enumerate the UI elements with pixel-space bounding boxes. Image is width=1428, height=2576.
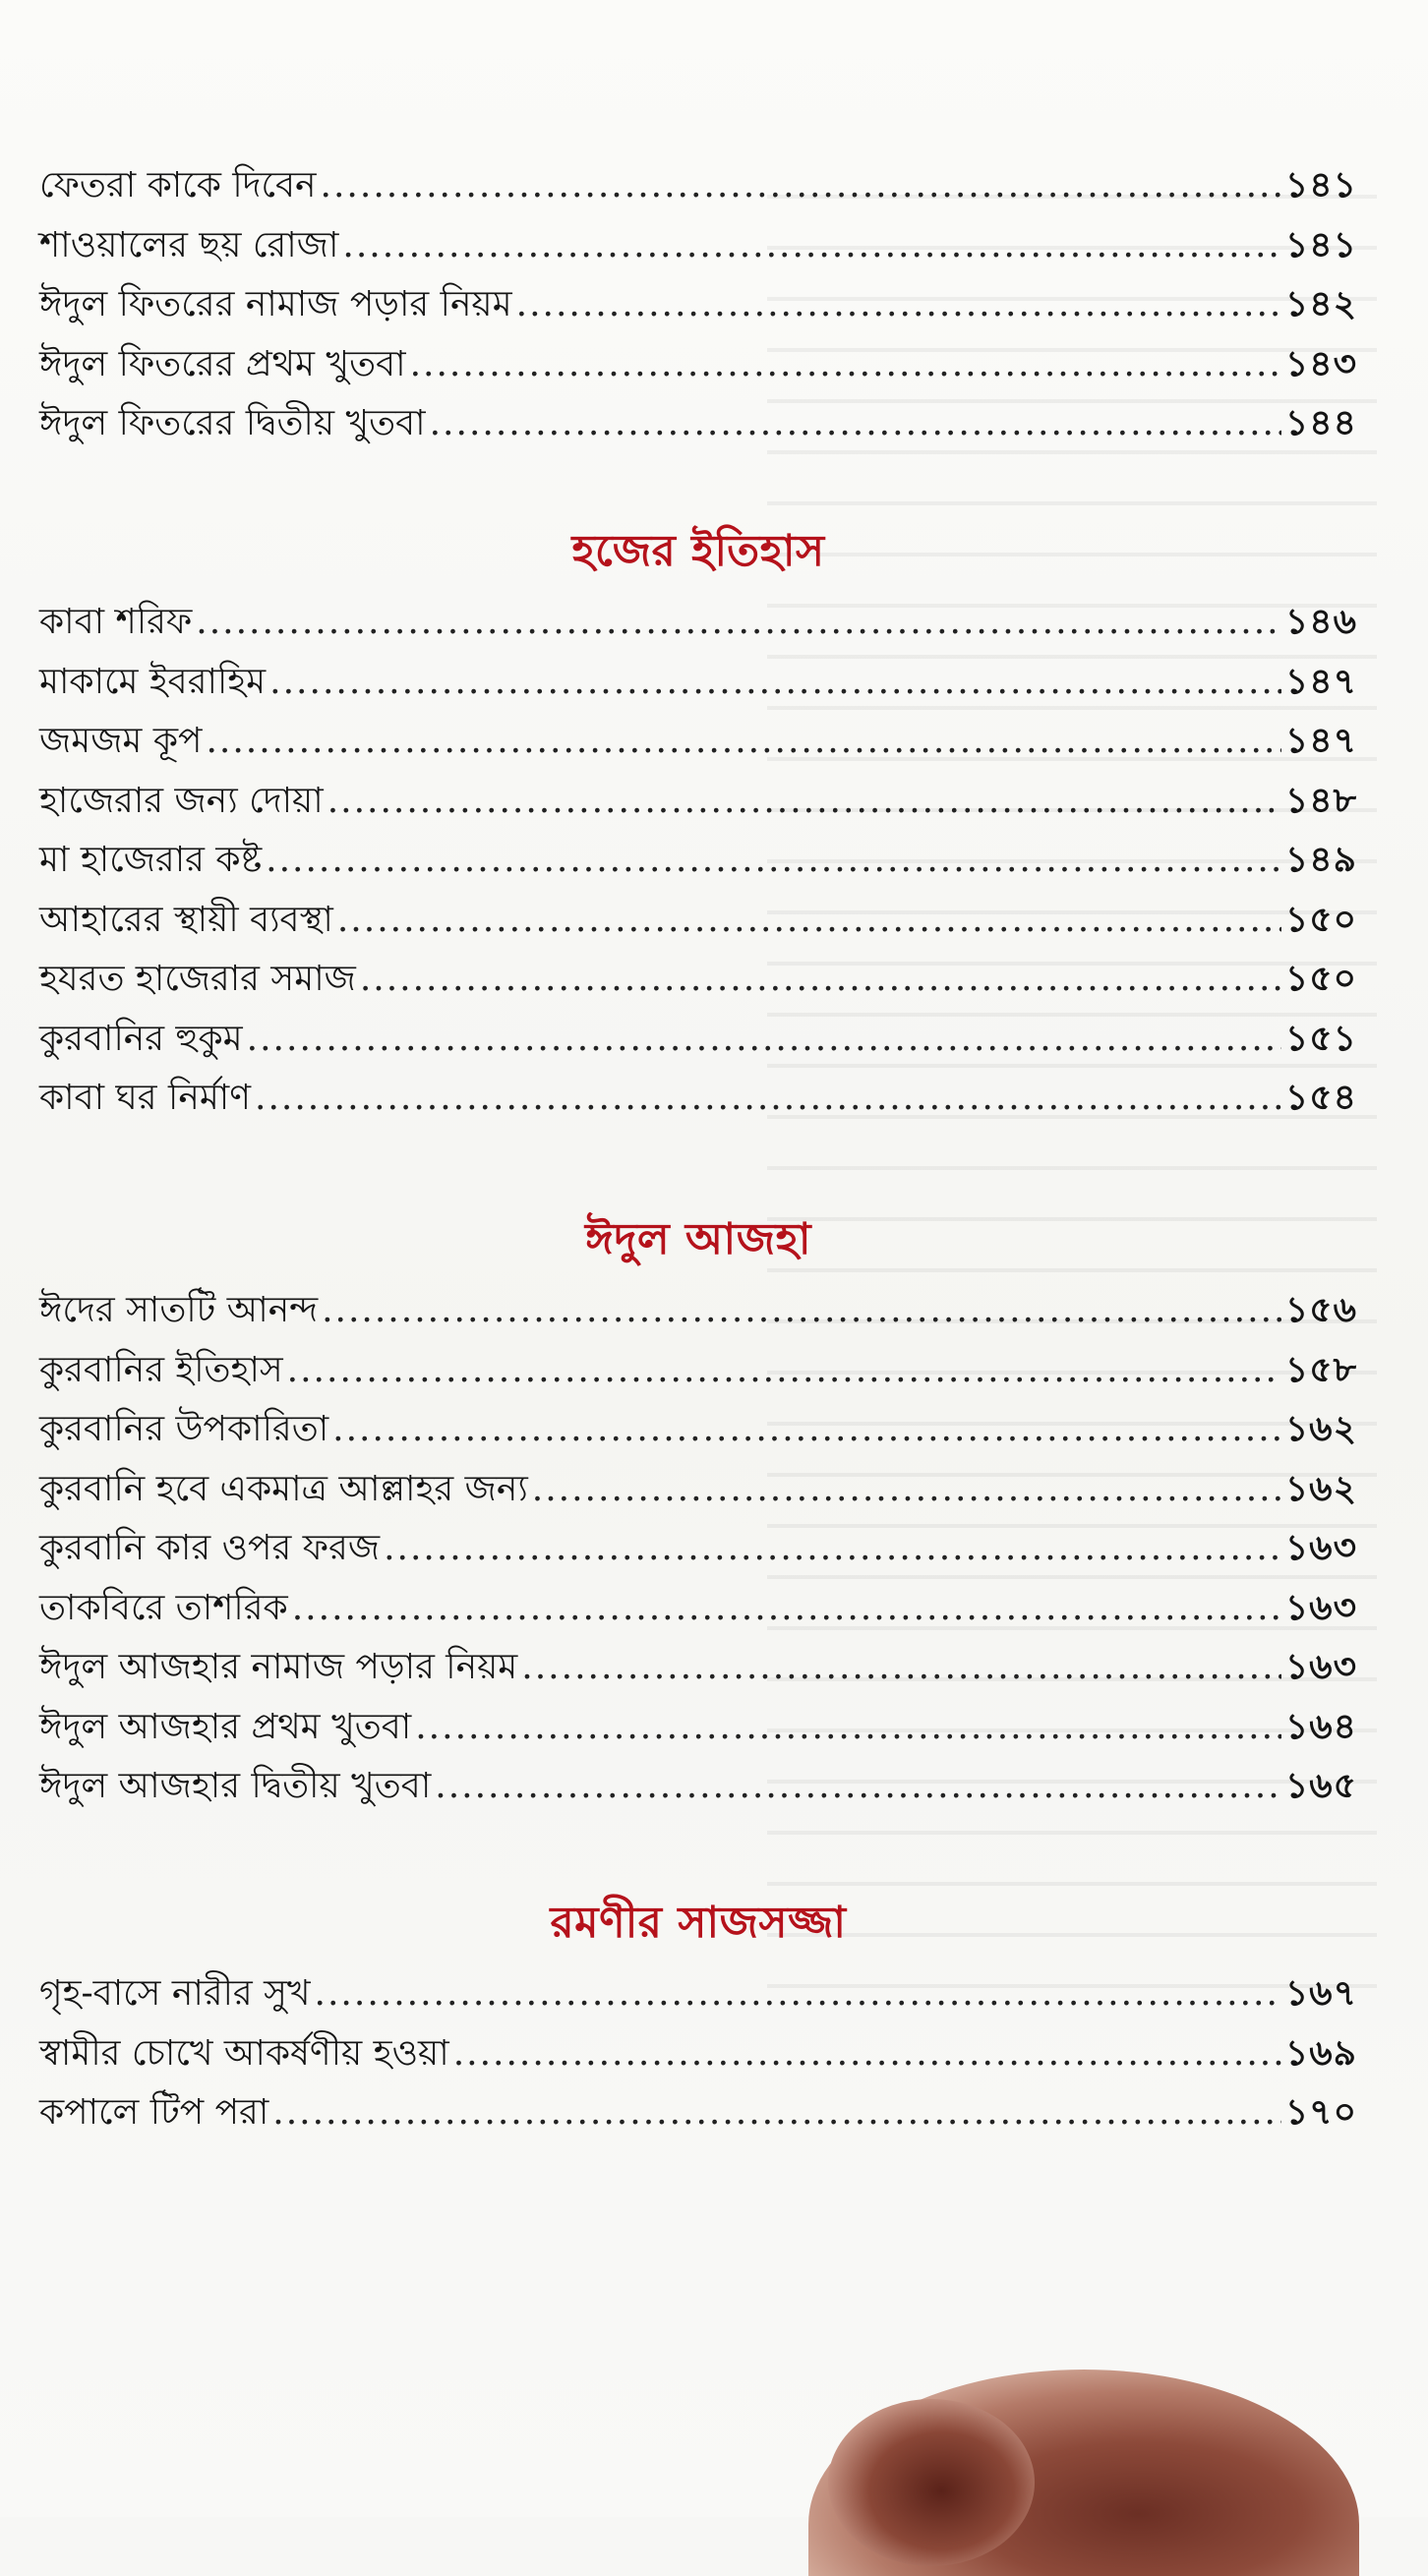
toc-entry bbox=[39, 1518, 1357, 1578]
toc-entry-page: ১৪৮ bbox=[1284, 779, 1357, 821]
toc-entry-page: ১৬৫ bbox=[1284, 1765, 1357, 1806]
section-heading: ঈদুল আজহা bbox=[584, 1214, 811, 1264]
dot-leader bbox=[342, 216, 1281, 275]
toc-entry bbox=[39, 890, 1357, 950]
toc-entry bbox=[39, 1637, 1357, 1697]
toc-entry-title: ঈদুল ফিতরের প্রথম খুতবা bbox=[39, 343, 406, 384]
toc-list bbox=[39, 155, 1357, 453]
toc-entry bbox=[39, 711, 1357, 771]
toc-entry-title: কুরবানির ইতিহাস bbox=[39, 1349, 283, 1390]
toc-entry-page: ১৭০ bbox=[1284, 2091, 1357, 2133]
dot-leader bbox=[410, 335, 1281, 394]
toc-list bbox=[39, 592, 1357, 1128]
toc-entry bbox=[39, 1459, 1357, 1519]
toc-entry-title: জমজম কূপ bbox=[39, 721, 203, 761]
toc-entry-title: কুরবানির হুকুম bbox=[39, 1018, 243, 1059]
toc-entry bbox=[39, 592, 1357, 652]
toc-entry bbox=[39, 215, 1357, 275]
toc-section-eid-ul-fitr-continued bbox=[39, 155, 1357, 453]
toc-entry-title: ঈদুল আজহার দ্বিতীয় খুতবা bbox=[39, 1766, 432, 1806]
toc-entry-title: কুরবানি কার ওপর ফরজ bbox=[39, 1528, 381, 1568]
toc-entry bbox=[39, 1399, 1357, 1459]
toc-entry-page: ১৪২ bbox=[1284, 283, 1357, 324]
dot-leader bbox=[255, 1069, 1281, 1128]
toc-entry-page: ১৪৭ bbox=[1284, 660, 1357, 702]
toc-entry bbox=[39, 2023, 1357, 2083]
toc-entry-title: কাবা ঘর নির্মাণ bbox=[39, 1078, 252, 1118]
toc-entry-page: ১৪৪ bbox=[1284, 402, 1357, 443]
toc-entry-title: শাওয়ালের ছয় রোজা bbox=[39, 224, 339, 265]
dot-leader bbox=[322, 1281, 1281, 1340]
toc-entry-title: ঈদুল আজহার নামাজ পড়ার নিয়ম bbox=[39, 1647, 518, 1687]
toc-entry bbox=[39, 949, 1357, 1009]
dot-leader bbox=[430, 394, 1281, 453]
toc-entry bbox=[39, 274, 1357, 334]
toc-entry-page: ১৬৩ bbox=[1284, 1527, 1357, 1568]
toc-entry-title: ফেতরা কাকে দিবেন bbox=[39, 165, 317, 205]
toc-entry bbox=[39, 1756, 1357, 1816]
toc-entry-title: ঈদের সাতটি আনন্দ bbox=[39, 1290, 319, 1330]
dot-leader bbox=[384, 1519, 1281, 1578]
toc-entry-title: স্বামীর চোখে আকর্ষণীয় হওয়া bbox=[39, 2032, 449, 2074]
dot-leader bbox=[206, 712, 1280, 771]
toc-entry-title: কুরবানির উপকারিতা bbox=[39, 1409, 329, 1449]
toc-entry-title: তাকবিরে তাশরিক bbox=[39, 1587, 288, 1628]
holding-thumb bbox=[808, 2370, 1359, 2576]
dot-leader bbox=[196, 593, 1281, 652]
toc-entry bbox=[39, 771, 1357, 831]
toc-entry-page: ১৬২ bbox=[1284, 1467, 1357, 1509]
dot-leader bbox=[247, 1010, 1281, 1069]
toc-entry-title: হাজেরার জন্য দোয়া bbox=[39, 780, 324, 821]
toc-entry-title: হযরত হাজেরার সমাজ bbox=[39, 959, 356, 999]
toc-entry-page: ১৪৬ bbox=[1284, 601, 1357, 642]
toc-entry bbox=[39, 1068, 1357, 1128]
dot-leader bbox=[521, 1638, 1281, 1697]
toc-entry-page: ১৬৭ bbox=[1284, 1972, 1357, 2014]
toc-entry-page: ১৬৩ bbox=[1284, 1646, 1357, 1687]
toc-entry bbox=[39, 1963, 1357, 2023]
dot-leader bbox=[292, 1579, 1281, 1638]
dot-leader bbox=[415, 1698, 1281, 1757]
toc-entry-page: ১৫১ bbox=[1284, 1017, 1357, 1059]
toc-entry-page: ১৫৬ bbox=[1284, 1289, 1357, 1330]
toc-entry bbox=[39, 1009, 1357, 1069]
dot-leader bbox=[332, 1400, 1281, 1459]
toc-entry-title: ঈদুল আজহার প্রথম খুতবা bbox=[39, 1706, 412, 1747]
section-heading: হজের ইতিহাস bbox=[571, 526, 825, 576]
dot-leader bbox=[327, 772, 1281, 831]
toc-entry-title: আহারের স্থায়ী ব্যবস্থা bbox=[39, 899, 333, 940]
toc-section-womens-adornment bbox=[39, 1893, 1357, 2142]
toc-entry bbox=[39, 393, 1357, 453]
dot-leader bbox=[315, 1964, 1281, 2023]
toc-entry-page: ১৪৯ bbox=[1284, 839, 1357, 880]
dot-leader bbox=[453, 2024, 1281, 2083]
toc-entry bbox=[39, 334, 1357, 394]
toc-entry-page: ১৫০ bbox=[1284, 898, 1357, 940]
toc-entry-page: ১৬৪ bbox=[1284, 1705, 1357, 1747]
toc-entry-page: ১৬৯ bbox=[1284, 2031, 1357, 2074]
toc-entry-page: ১৪৭ bbox=[1284, 720, 1357, 761]
toc-entry-page: ১৬২ bbox=[1284, 1408, 1357, 1449]
dot-leader bbox=[269, 653, 1281, 712]
toc-entry-title: গৃহ-বাসে নারীর সুখ bbox=[39, 1973, 311, 2014]
toc-entry-page: ১৬৩ bbox=[1284, 1586, 1357, 1628]
toc-list bbox=[39, 1280, 1357, 1816]
toc-entry-page: ১৫৮ bbox=[1284, 1348, 1357, 1390]
toc-entry bbox=[39, 652, 1357, 712]
dot-leader bbox=[532, 1460, 1281, 1519]
toc-list bbox=[39, 1963, 1357, 2142]
toc-entry bbox=[39, 2082, 1357, 2142]
toc-entry bbox=[39, 155, 1357, 215]
toc-section-eid-ul-adha bbox=[39, 1209, 1357, 1816]
toc-entry-title: কাবা শরিফ bbox=[39, 602, 193, 642]
dot-leader bbox=[287, 1341, 1281, 1400]
toc-entry-page: ১৪১ bbox=[1284, 223, 1357, 265]
dot-leader bbox=[337, 891, 1281, 950]
toc-entry bbox=[39, 1280, 1357, 1340]
toc-entry-page: ১৫৪ bbox=[1284, 1077, 1357, 1118]
toc-entry-page: ১৪১ bbox=[1284, 164, 1357, 205]
dot-leader bbox=[516, 275, 1281, 334]
dot-leader bbox=[321, 156, 1281, 215]
toc-entry-title: কুরবানি হবে একমাত্র আল্লাহর জন্য bbox=[39, 1468, 528, 1509]
dot-leader bbox=[435, 1757, 1281, 1816]
toc-entry-title: ঈদুল ফিতরের দ্বিতীয় খুতবা bbox=[39, 403, 426, 443]
toc-entry bbox=[39, 1578, 1357, 1638]
toc-entry-title: কপালে টিপ পরা bbox=[39, 2092, 269, 2133]
toc-entry-title: মা হাজেরার কষ্ট bbox=[39, 840, 263, 880]
section-heading: রমণীর সাজসজ্জা bbox=[550, 1898, 847, 1948]
toc-entry-page: ১৫০ bbox=[1284, 958, 1357, 999]
toc-entry-title: ঈদুল ফিতরের নামাজ পড়ার নিয়ম bbox=[39, 284, 512, 324]
dot-leader bbox=[266, 831, 1281, 890]
toc-entry-page: ১৪৩ bbox=[1284, 342, 1357, 384]
toc-section-hajj-history bbox=[39, 521, 1357, 1128]
dot-leader bbox=[360, 950, 1281, 1009]
toc-entry bbox=[39, 830, 1357, 890]
dot-leader bbox=[272, 2083, 1281, 2142]
toc-entry bbox=[39, 1697, 1357, 1757]
toc-entry-title: মাকামে ইবরাহিম bbox=[39, 661, 267, 702]
toc-entry bbox=[39, 1340, 1357, 1400]
